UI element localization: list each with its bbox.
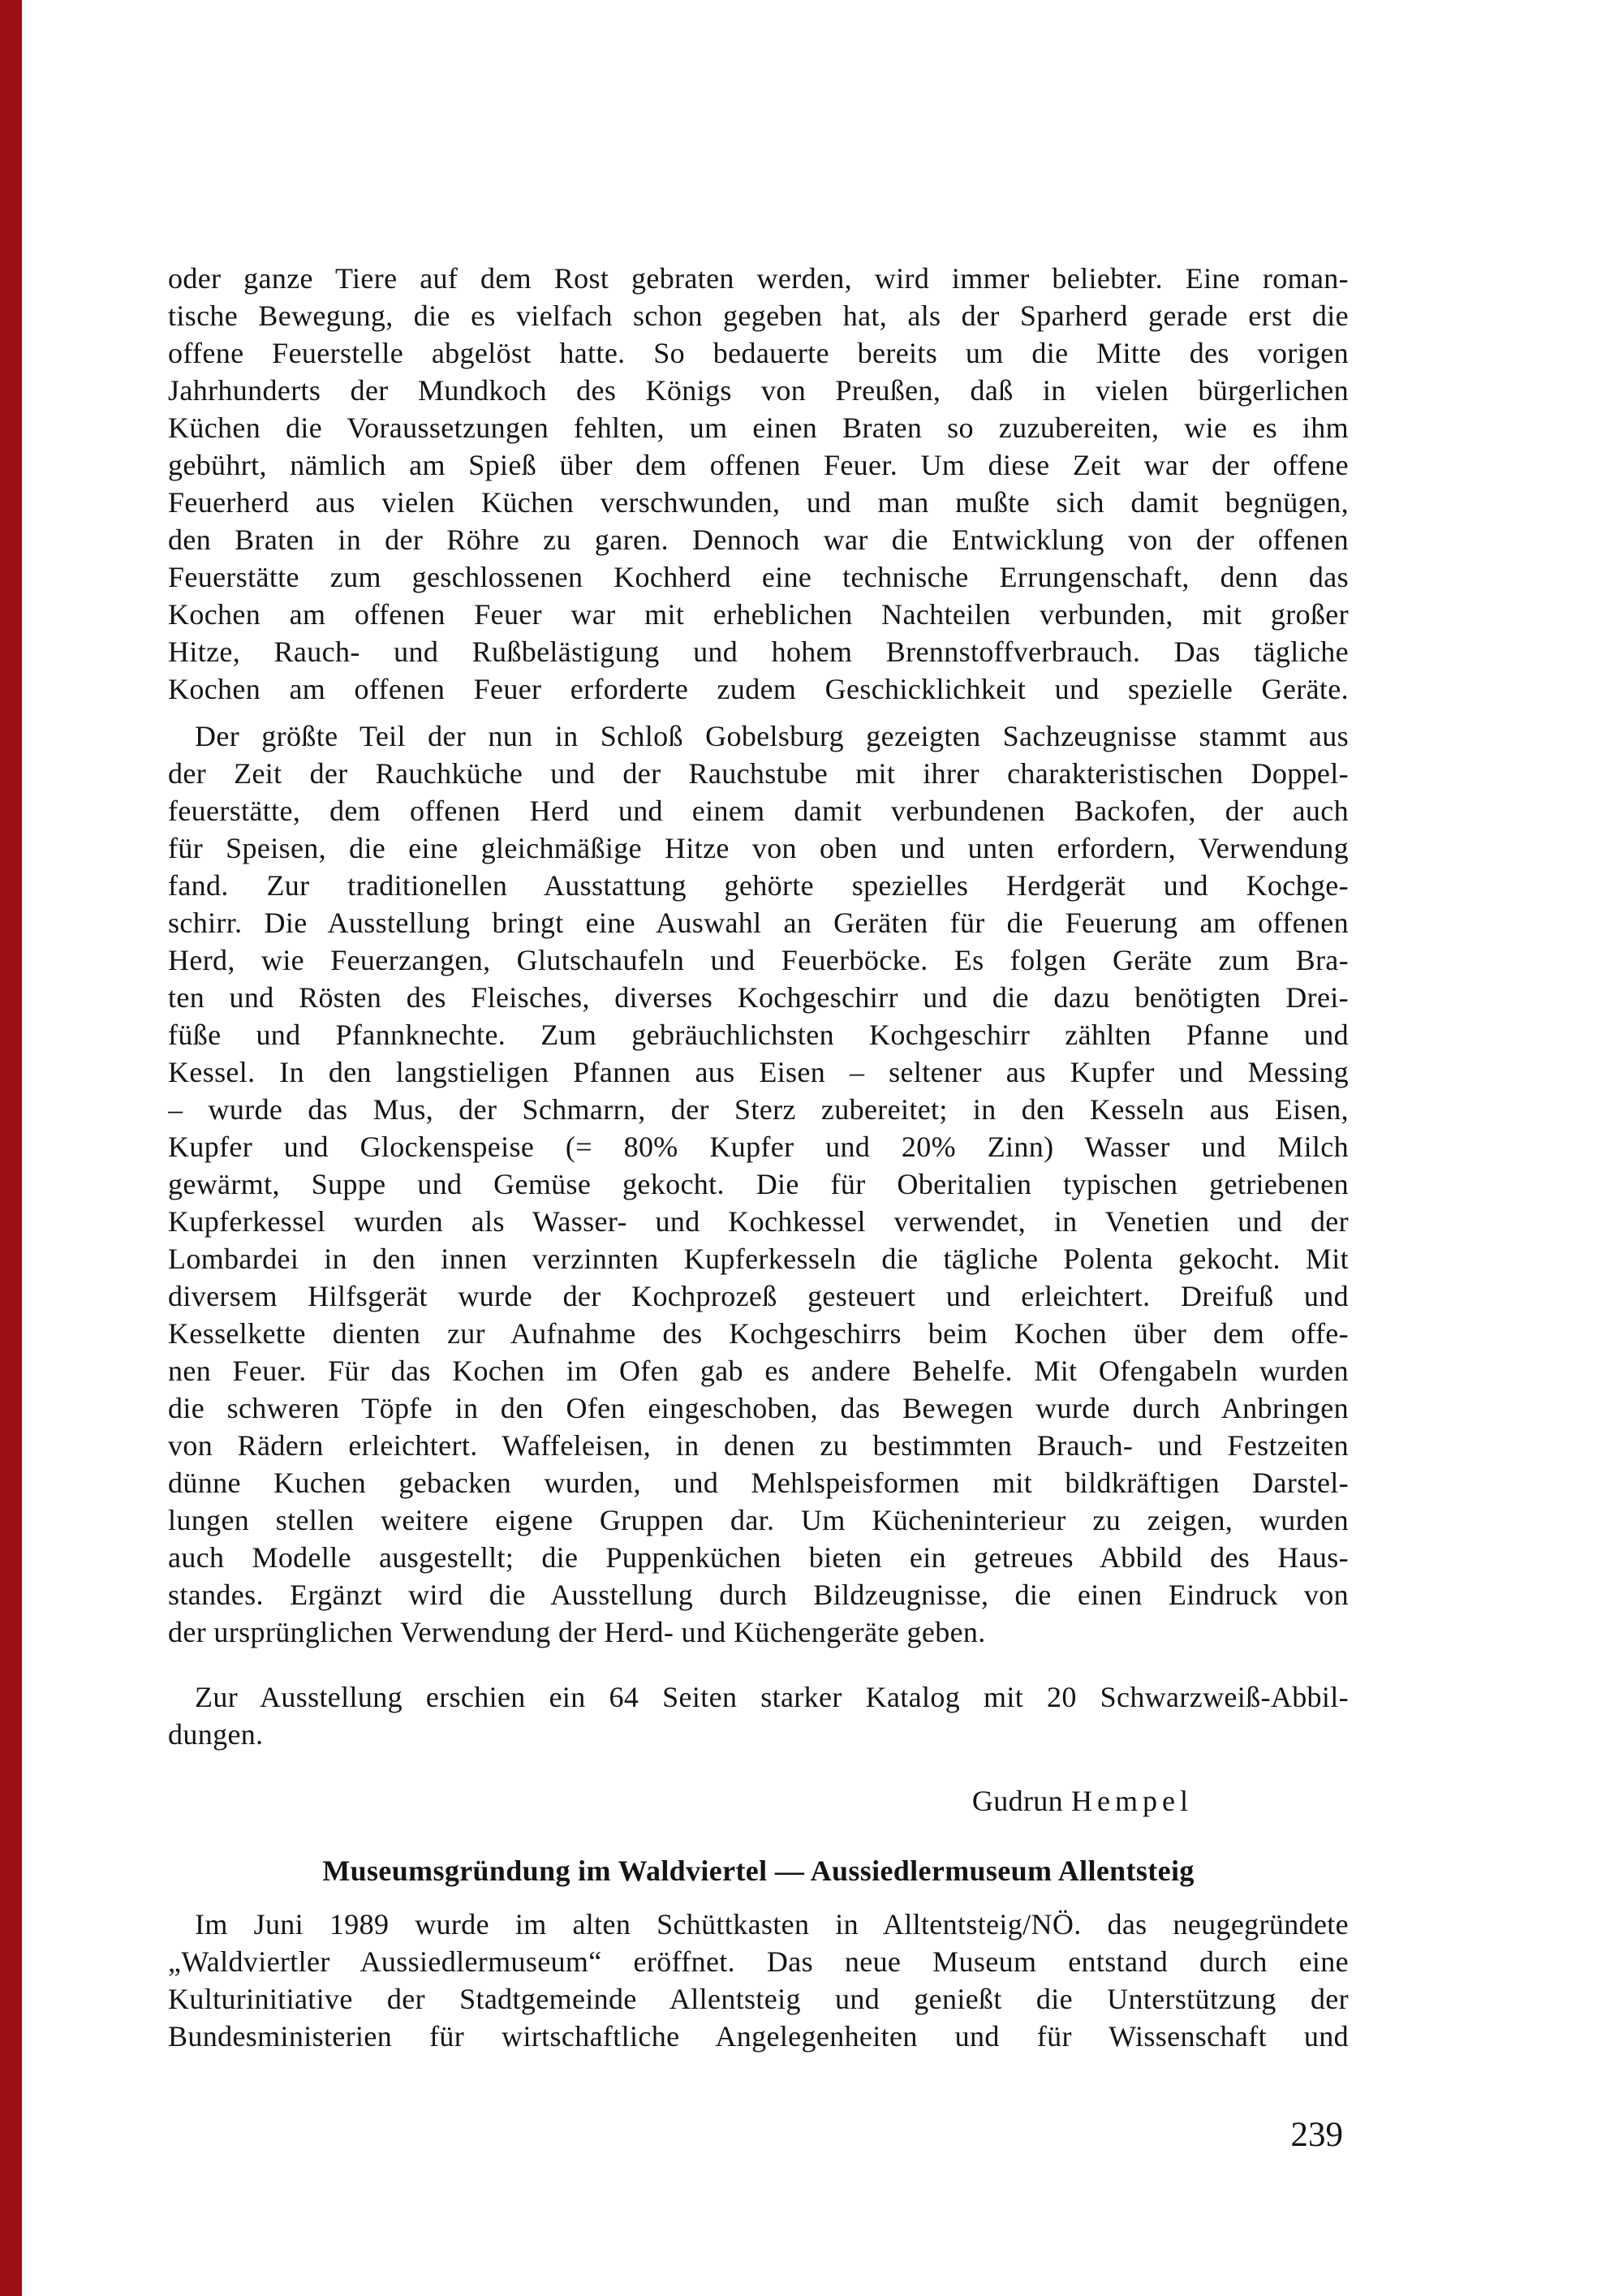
text-line: Kessel. In den langstieligen Pfannen aus Eisen – seltener aus Kupfer und Messing: [168, 1056, 1349, 1088]
paragraph: [168, 1906, 1349, 2055]
text-line: für Speisen, die eine gleichmäßige Hitze von oben und unten erfordern, Verwendung: [168, 832, 1349, 864]
text-line: Küchen die Voraussetzungen fehlten, um einen Braten so zuzubereiten, wie es ihm: [168, 411, 1349, 444]
text-line: feuerstätte, dem offenen Herd und einem damit verbundenen Backofen, der auch: [168, 795, 1349, 827]
text-line: standes. Ergänzt wird die Ausstellung durch Bildzeugnisse, die einen Eindruck von: [168, 1579, 1349, 1611]
text-line: ten und Rösten des Fleisches, diverses Kochgeschirr und die dazu benötigten Drei-: [168, 981, 1349, 1014]
author-first-name: Gudrun: [971, 1785, 1064, 1817]
text-line: dünne Kuchen gebacken wurden, und Mehlspeisformen mit bildkräftigen Darstel-: [168, 1467, 1349, 1499]
text-line: Lombardei in den innen verzinnten Kupferkesseln die tägliche Polenta gekocht. Mit: [168, 1243, 1349, 1275]
author-byline: [168, 1782, 1349, 1820]
museum-paragraphs: [168, 1906, 1349, 2055]
text-line: füße und Pfannknechte. Zum gebräuchlichsten Kochgeschirr zählten Pfanne und: [168, 1019, 1349, 1051]
text-line: „Waldviertler Aussiedlermuseum“ eröffnet. Das neue Museum entstand durch eine: [168, 1945, 1349, 1978]
text-line: Zur Ausstellung erschien ein 64 Seiten starker Katalog mit 20 Schwarzweiß-Abbil-: [195, 1681, 1349, 1713]
text-line: diversem Hilfsgerät wurde der Kochprozeß gesteuert und erleichtert. Dreifuß und: [168, 1280, 1349, 1312]
text-line: offene Feuerstelle abgelöst hatte. So bedauerte bereits um die Mitte des vorigen: [168, 337, 1349, 369]
text-line: Kupferkessel wurden als Wasser- und Kochkessel verwendet, in Venetien und der: [168, 1205, 1349, 1238]
page-number: 239: [1290, 2116, 1343, 2154]
text-line: die schweren Töpfe in den Ofen eingeschoben, das Bewegen wurde durch Anbringen: [168, 1392, 1349, 1424]
text-line: Kochen am offenen Feuer war mit erheblichen Nachteilen verbunden, mit großer: [168, 598, 1349, 631]
article-museum-founding: [168, 1852, 1349, 2055]
text-line: von Rädern erleichtert. Waffeleisen, in denen zu bestimmten Brauch- und Festzeiten: [168, 1429, 1349, 1462]
paragraph: [168, 260, 1349, 708]
text-line: Im Juni 1989 wurde im alten Schüttkasten in Alltentsteig/NÖ. das neugegründete: [195, 1908, 1349, 1941]
text-line: lungen stellen weitere eigene Gruppen dar. Um Kücheninterieur zu zeigen, wurden: [168, 1504, 1349, 1536]
text-line: der Zeit der Rauchküche und der Rauchstube mit ihrer charakteristischen Doppel-: [168, 757, 1349, 790]
text-line: Kulturinitiative der Stadtgemeinde Allentsteig und genießt die Unterstützung der: [168, 1983, 1349, 2015]
text-line: fand. Zur traditionellen Ausstattung gehörte spezielles Herdgerät und Kochge-: [168, 869, 1349, 902]
paragraph: [168, 717, 1349, 1651]
text-line: gebührt, nämlich am Spieß über dem offenen Feuer. Um diese Zeit war der offene: [168, 449, 1349, 481]
text-line: dungen.: [168, 1718, 264, 1751]
text-line: Herd, wie Feuerzangen, Glutschaufeln und Feuerböcke. Es folgen Geräte zum Bra-: [168, 944, 1349, 976]
paragraph: [168, 1678, 1349, 1753]
text-line: schirr. Die Ausstellung bringt eine Auswahl an Geräten für die Feuerung am offenen: [168, 907, 1349, 939]
text-line: Jahrhunderts der Mundkoch des Königs von Preußen, daß in vielen bürgerlichen: [168, 374, 1349, 407]
text-line: Der größte Teil der nun in Schloß Gobelsburg gezeigten Sachzeugnisse stammt aus: [195, 720, 1349, 752]
text-line: Hitze, Rauch- und Rußbelästigung und hohem Brennstoffverbrauch. Das tägliche: [168, 635, 1349, 668]
article-exhibition-report: [168, 260, 1349, 1820]
text-line: auch Modelle ausgestellt; die Puppenküchen bieten ein getreues Abbild des Haus-: [168, 1541, 1349, 1574]
text-line: den Braten in der Röhre zu garen. Dennoch war die Entwicklung von der offenen: [168, 523, 1349, 556]
red-page-edge-bar: [0, 0, 22, 2296]
text-column: [168, 260, 1349, 2055]
text-line: Bundesministerien für wirtschaftliche Angelegenheiten und für Wissenschaft und: [168, 2020, 1349, 2053]
text-line: Feuerherd aus vielen Küchen verschwunden, und man mußte sich damit begnügen,: [168, 486, 1349, 519]
text-line: oder ganze Tiere auf dem Rost gebraten werden, wird immer beliebter. Eine roman-: [168, 262, 1349, 295]
text-line: Kochen am offenen Feuer erforderte zudem Geschicklichkeit und spezielle Geräte.: [168, 673, 1349, 705]
text-line: Kupfer und Glockenspeise (= 80% Kupfer und 20% Zinn) Wasser und Milch: [168, 1131, 1349, 1163]
section-heading: Museumsgründung im Waldviertel — Aussiedlermuseum Allentsteig: [322, 1854, 1195, 1887]
text-line: – wurde das Mus, der Schmarrn, der Sterz zubereitet; in den Kesseln aus Eisen,: [168, 1093, 1349, 1126]
text-line: der ursprünglichen Verwendung der Herd- und Küchengeräte geben.: [168, 1616, 986, 1648]
text-line: Kesselkette dienten zur Aufnahme des Kochgeschirrs beim Kochen über dem offe-: [168, 1317, 1349, 1350]
text-line: Feuerstätte zum geschlossenen Kochherd eine technische Errungenschaft, denn das: [168, 561, 1349, 593]
text-line: tische Bewegung, die es vielfach schon gegeben hat, als der Sparherd gerade erst die: [168, 299, 1349, 332]
text-line: nen Feuer. Für das Kochen im Ofen gab es andere Behelfe. Mit Ofengabeln wurden: [168, 1355, 1349, 1387]
author-last-name: Hempel: [1071, 1785, 1193, 1817]
text-line: gewärmt, Suppe und Gemüse gekocht. Die für Oberitalien typischen getriebenen: [168, 1168, 1349, 1200]
exhibition-paragraphs: [168, 260, 1349, 1753]
